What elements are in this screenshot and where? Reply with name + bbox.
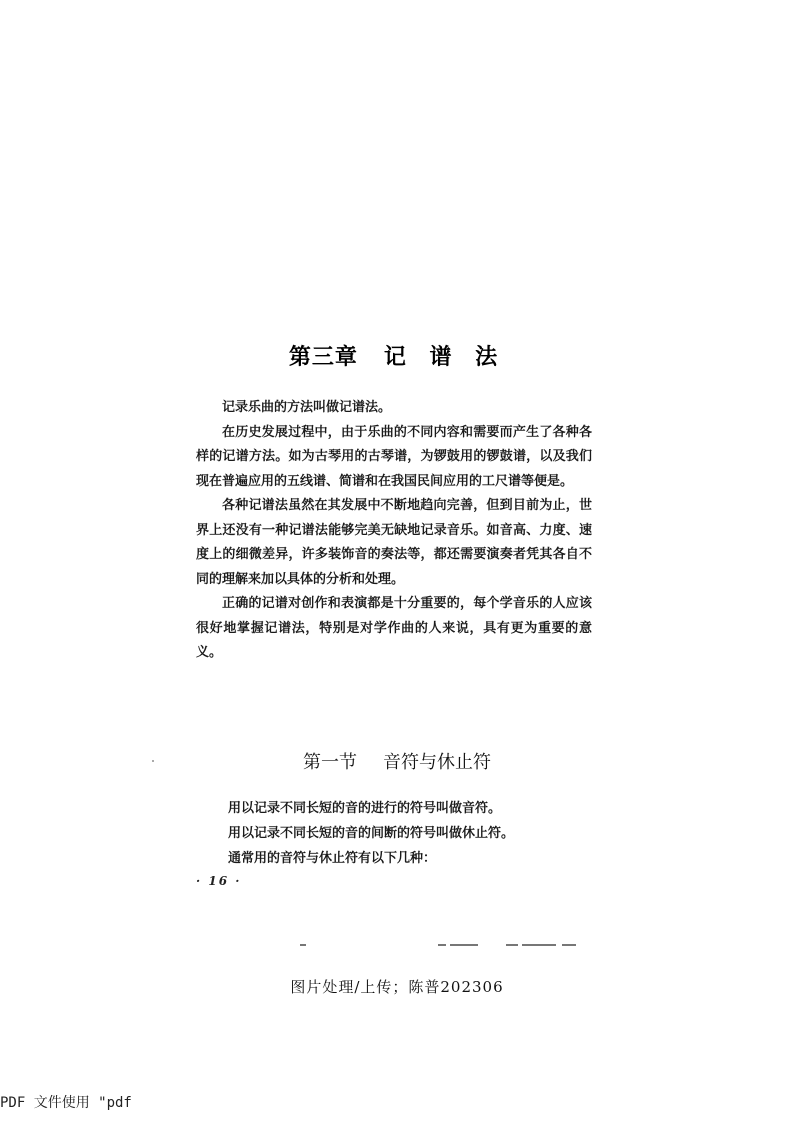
paragraph-4: 正确的记谱对创作和表演都是十分重要的，每个学音乐的人应该很好地掌握记谱法，特别是对学作曲的人来说，具有更为重要的意义。 bbox=[196, 596, 592, 660]
chapter-body bbox=[196, 396, 592, 666]
section-line-1: 用以记录不同长短的音的进行的符号叫做音符。 bbox=[228, 801, 502, 816]
paragraph-1: 记录乐曲的方法叫做记谱法。 bbox=[222, 400, 392, 415]
scan-artifact bbox=[300, 942, 590, 950]
chapter-title bbox=[0, 340, 794, 371]
section-title bbox=[0, 748, 794, 774]
paragraph-3: 各种记谱法虽然在其发展中不断地趋向完善，但到目前为止，世界上还没有一种记谱法能够完美无缺地记录音乐。如音高、力度、速度上的细微差异，许多装饰音的奏法等，都还需要演奏者凭其各自不同的理解来加以具体的分析和处理。 bbox=[196, 498, 592, 587]
section-line-3: 通常用的音符与休止符有以下几种： bbox=[228, 851, 437, 866]
paragraph-2: 在历史发展过程中，由于乐曲的不同内容和需要而产生了各种各样的记谱方法。如为古琴用的古琴谱，为锣鼓用的锣鼓谱，以及我们现在普遍应用的五线谱、简谱和在我国民间应用的工尺谱等便是。 bbox=[196, 424, 592, 489]
section-label: 第一节 bbox=[303, 752, 357, 773]
page-number: · 16 · bbox=[196, 874, 242, 888]
chapter-label: 第三章 bbox=[288, 345, 358, 370]
pdf-footer-note: PDF 文件使用 "pdf bbox=[0, 1095, 132, 1111]
upload-credit: 图片处理/上传；陈普202306 bbox=[290, 978, 504, 996]
chapter-name: 记 谱 法 bbox=[383, 345, 506, 370]
section-line-2: 用以记录不同长短的音的间断的符号叫做休止符。 bbox=[228, 826, 515, 841]
section-name: 音符与休止符 bbox=[383, 752, 491, 773]
section-body bbox=[228, 796, 608, 871]
